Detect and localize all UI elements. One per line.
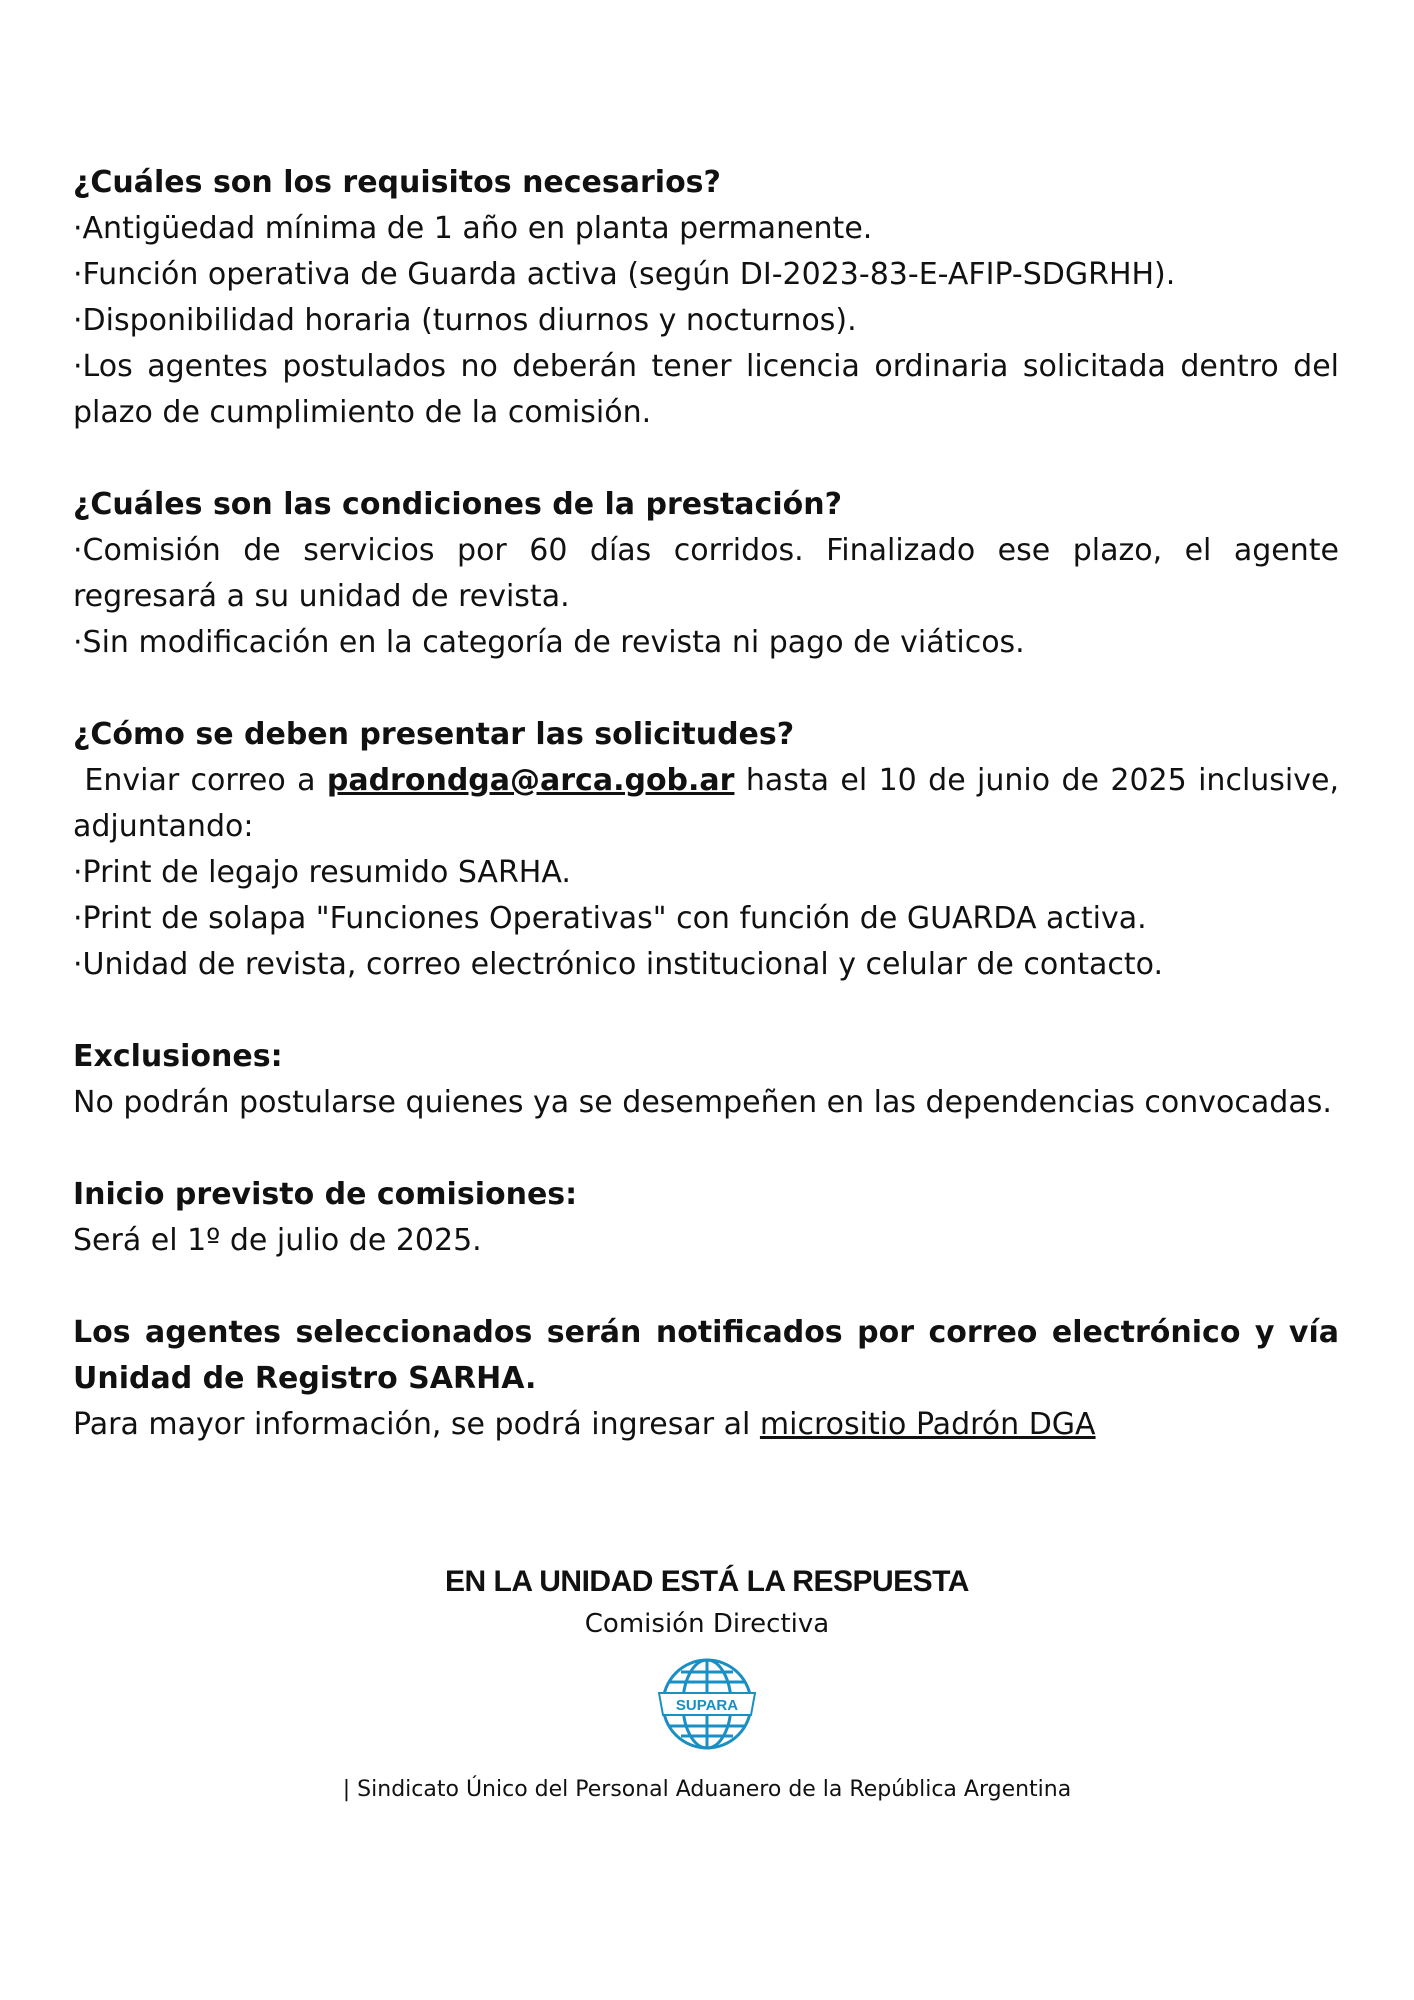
exclusiones-text: No podrán postularse quienes ya se desempeñen en las dependencias convocadas. xyxy=(73,1085,1332,1120)
notificacion-text: Los agentes seleccionados serán notificados por correo electrónico y vía Unidad de Registro SARHA. xyxy=(73,1315,1339,1396)
requisito-item: ·Disponibilidad horaria (turnos diurnos y nocturnos). xyxy=(73,303,857,338)
requisito-item: ·Función operativa de Guarda activa (según DI-2023-83-E-AFIP-SDGRHH). xyxy=(73,257,1176,292)
condicion-item: ·Sin modificación en la categoría de revista ni pago de viáticos. xyxy=(73,625,1025,660)
intro-text: hasta el 10 de junio de 2025 inclusive, adjuntando: xyxy=(73,763,1340,844)
condicion-item: ·Comisión de servicios por 60 días corridos. Finalizado ese plazo, el agente regresará a su unidad de revista. xyxy=(73,533,1339,614)
heading-inicio: Inicio previsto de comisiones: xyxy=(73,1177,578,1212)
heading-requisitos: ¿Cuáles son los requisitos necesarios? xyxy=(73,165,721,200)
info-text: Para mayor información, se podrá ingresar al xyxy=(73,1407,760,1442)
info-line xyxy=(73,1402,1339,1448)
footer xyxy=(0,1562,1414,1806)
email-link[interactable]: padrondga@arca.gob.ar xyxy=(326,763,735,798)
heading-exclusiones: Exclusiones: xyxy=(73,1039,283,1074)
solicitud-item: ·Print de solapa "Funciones Operativas" con función de GUARDA activa. xyxy=(73,901,1147,936)
requisito-item: ·Los agentes postulados no deberán tener licencia ordinaria solicitada dentro del plazo de cumplimiento de la comisión. xyxy=(73,349,1339,430)
heading-condiciones: ¿Cuáles son las condiciones de la prestación? xyxy=(73,487,842,522)
requisito-item: ·Antigüedad mínima de 1 año en planta permanente. xyxy=(73,211,873,246)
section-exclusiones xyxy=(73,1034,1339,1126)
document-body xyxy=(73,160,1339,1494)
section-condiciones xyxy=(73,482,1339,666)
solicitud-item: ·Unidad de revista, correo electrónico institucional y celular de contacto. xyxy=(73,947,1164,982)
section-requisitos xyxy=(73,160,1339,436)
globe-logo-icon xyxy=(655,1656,759,1752)
section-notificacion xyxy=(73,1310,1339,1448)
supara-logo xyxy=(655,1656,759,1752)
heading-solicitudes: ¿Cómo se deben presentar las solicitudes? xyxy=(73,717,795,752)
union-name: | Sindicato Único del Personal Aduanero de la República Argentina xyxy=(342,1777,1072,1802)
micrositio-link[interactable]: micrositio Padrón DGA xyxy=(759,1407,1096,1442)
section-solicitudes xyxy=(73,712,1339,988)
section-inicio xyxy=(73,1172,1339,1264)
inicio-text: Será el 1º de julio de 2025. xyxy=(73,1223,482,1258)
board-signature: Comisión Directiva xyxy=(584,1609,830,1639)
solicitud-item: ·Print de legajo resumido SARHA. xyxy=(73,855,571,890)
intro-text: Enviar correo a xyxy=(73,763,327,798)
logo-text: SUPARA xyxy=(675,1697,739,1714)
slogan: EN LA UNIDAD ESTÁ LA RESPUESTA xyxy=(445,1565,969,1598)
solicitudes-intro xyxy=(73,758,1339,850)
